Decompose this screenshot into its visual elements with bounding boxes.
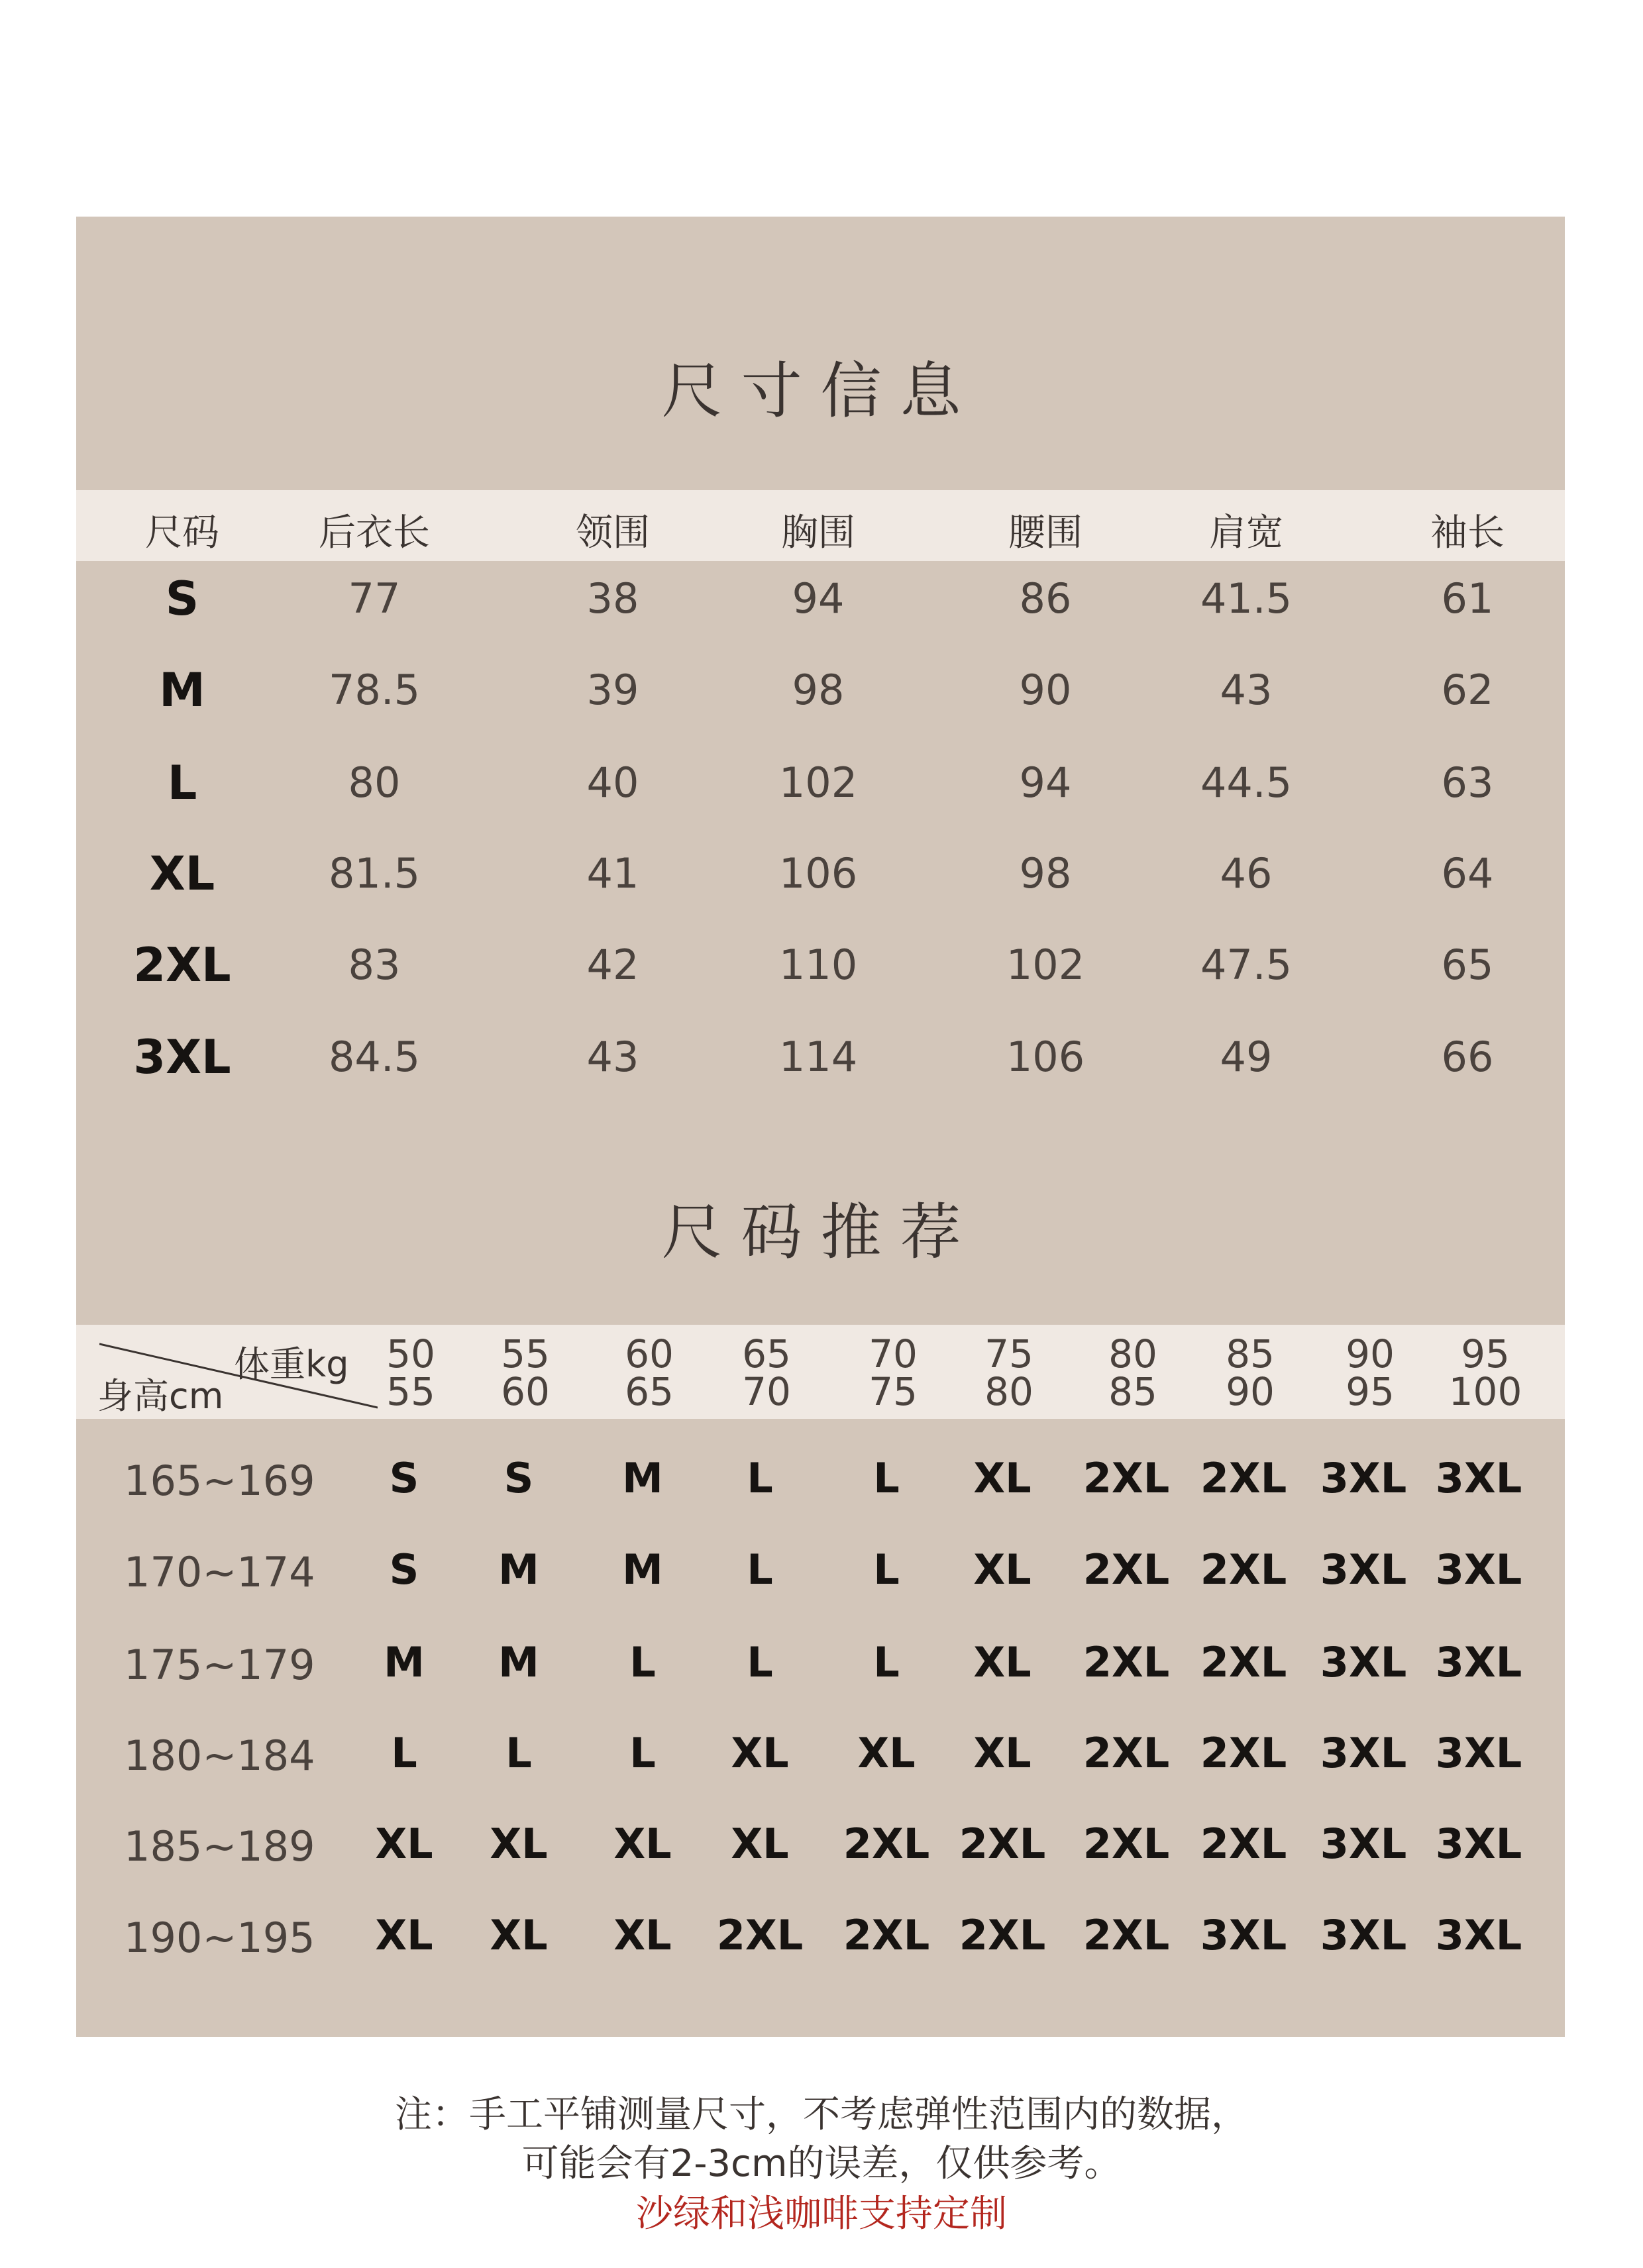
weight-range-bottom: 70 (742, 1369, 791, 1414)
measurement-cell: 49 (1220, 1033, 1273, 1081)
measurement-cell: 43 (586, 1033, 639, 1081)
recommended-size: 3XL (1435, 1820, 1522, 1868)
size-label: 3XL (133, 1030, 231, 1084)
recommended-size: 2XL (1200, 1545, 1287, 1594)
measurement-cell: 66 (1441, 1033, 1494, 1081)
custom-note: 沙绿和浅咖啡支持定制 (636, 2192, 1007, 2236)
recommended-size: XL (973, 1454, 1032, 1502)
weight-range-bottom: 90 (1226, 1369, 1275, 1414)
size-label: L (167, 756, 197, 810)
recommended-size: 3XL (1200, 1911, 1287, 1959)
weight-range-bottom: 100 (1448, 1369, 1522, 1414)
recommended-size: 2XL (716, 1911, 804, 1959)
measurement-cell: 41.5 (1200, 574, 1293, 623)
size-label: M (159, 663, 205, 717)
recommended-size: L (747, 1638, 773, 1686)
recommended-size: S (389, 1545, 419, 1594)
weight-range-bottom: 85 (1108, 1369, 1157, 1414)
weight-range-bottom: 80 (984, 1369, 1034, 1414)
recommended-size: 3XL (1320, 1911, 1407, 1959)
weight-range-top: 50 (386, 1331, 435, 1376)
header-sleeve: 袖长 (1430, 511, 1505, 554)
note-line-2: 可能会有2-3cm的误差，仅供参考。 (521, 2142, 1122, 2185)
recommended-size: XL (490, 1911, 548, 1959)
weight-range-bottom: 65 (625, 1369, 674, 1414)
measurement-cell: 44.5 (1200, 758, 1293, 807)
recommended-size: M (622, 1545, 663, 1594)
header-chest: 胸围 (781, 511, 855, 554)
weight-range-top: 85 (1226, 1331, 1275, 1376)
measurement-cell: 38 (586, 574, 639, 623)
size-chart-panel (76, 217, 1565, 2037)
measurement-cell: 61 (1441, 574, 1494, 623)
measurement-cell: 62 (1441, 666, 1494, 714)
measurement-cell: 77 (348, 574, 401, 623)
recommended-size: S (504, 1454, 534, 1502)
recommended-size: L (873, 1638, 900, 1686)
recommended-size: XL (613, 1911, 672, 1959)
header-shoulder: 肩宽 (1209, 511, 1283, 554)
weight-range-top: 55 (501, 1331, 550, 1376)
measurement-cell: 43 (1220, 666, 1273, 714)
header-waist: 腰围 (1008, 511, 1083, 554)
note-line-1: 注：手工平铺测量尺寸，不考虑弹性范围内的数据， (395, 2093, 1248, 2136)
height-range-label: 180~184 (124, 1731, 315, 1780)
recommended-size: XL (613, 1820, 672, 1868)
weight-range-bottom: 55 (386, 1369, 435, 1414)
measurement-cell: 65 (1441, 941, 1494, 989)
recommended-size: 2XL (959, 1911, 1046, 1959)
recommended-size: M (622, 1454, 663, 1502)
measurement-cell: 94 (792, 574, 845, 623)
recommended-size: XL (731, 1729, 789, 1777)
recommended-size: L (629, 1638, 656, 1686)
measurement-cell: 106 (778, 849, 858, 898)
size-label: XL (149, 847, 215, 901)
size-label: S (165, 572, 199, 626)
height-range-label: 175~179 (124, 1641, 315, 1689)
recommended-size: 2XL (959, 1820, 1046, 1868)
recommended-size: 2XL (1200, 1729, 1287, 1777)
measurement-cell: 83 (348, 941, 401, 989)
recommended-size: 2XL (843, 1820, 930, 1868)
recommended-size: 3XL (1435, 1729, 1522, 1777)
header-back-length: 后衣长 (319, 511, 430, 554)
weight-range-bottom: 60 (501, 1369, 550, 1414)
height-range-label: 170~174 (124, 1548, 315, 1596)
recommended-size: XL (731, 1820, 789, 1868)
size-info-title: 尺寸信息 (661, 356, 980, 427)
measurement-cell: 102 (778, 758, 858, 807)
recommended-size: S (389, 1454, 419, 1502)
size-label: 2XL (133, 938, 231, 992)
recommended-size: L (391, 1729, 417, 1777)
measurement-cell: 41 (586, 849, 639, 898)
weight-range-bottom: 95 (1346, 1369, 1395, 1414)
measurement-cell: 90 (1019, 666, 1072, 714)
corner-weight-label: 体重kg (234, 1343, 349, 1385)
recommended-size: 2XL (843, 1911, 930, 1959)
recommended-size: 2XL (1083, 1911, 1170, 1959)
measurement-cell: 80 (348, 758, 401, 807)
measurement-cell: 86 (1019, 574, 1072, 623)
measurement-cell: 102 (1006, 941, 1085, 989)
recommended-size: XL (973, 1729, 1032, 1777)
weight-range-top: 95 (1461, 1331, 1510, 1376)
recommended-size: 3XL (1435, 1545, 1522, 1594)
recommended-size: XL (857, 1729, 916, 1777)
measurement-cell: 98 (792, 666, 845, 714)
weight-range-top: 80 (1108, 1331, 1157, 1376)
measurement-cell: 46 (1220, 849, 1273, 898)
recommended-size: L (747, 1545, 773, 1594)
recommended-size: L (747, 1454, 773, 1502)
recommended-size: 2XL (1083, 1729, 1170, 1777)
height-range-label: 165~169 (124, 1457, 315, 1505)
recommended-size: 2XL (1200, 1820, 1287, 1868)
measurement-cell: 40 (586, 758, 639, 807)
recommended-size: 3XL (1435, 1454, 1522, 1502)
recommended-size: M (498, 1545, 539, 1594)
recommended-size: 3XL (1320, 1729, 1407, 1777)
weight-range-top: 90 (1346, 1331, 1395, 1376)
recommended-size: XL (375, 1911, 433, 1959)
measurement-cell: 84.5 (328, 1033, 421, 1081)
recommended-size: 3XL (1435, 1911, 1522, 1959)
recommended-size: L (505, 1729, 532, 1777)
size-recommend-title: 尺码推荐 (661, 1197, 980, 1268)
weight-range-top: 70 (869, 1331, 918, 1376)
recommended-size: XL (973, 1638, 1032, 1686)
recommended-size: 3XL (1320, 1545, 1407, 1594)
recommended-size: 3XL (1320, 1454, 1407, 1502)
measurement-cell: 42 (586, 941, 639, 989)
recommended-size: 2XL (1083, 1820, 1170, 1868)
measurement-cell: 110 (778, 941, 858, 989)
measurement-cell: 106 (1006, 1033, 1085, 1081)
recommended-size: XL (375, 1820, 433, 1868)
recommended-size: 3XL (1320, 1820, 1407, 1868)
recommended-size: 3XL (1435, 1638, 1522, 1686)
recommended-size: L (873, 1545, 900, 1594)
height-range-label: 190~195 (124, 1914, 315, 1962)
measurement-cell: 81.5 (328, 849, 421, 898)
measurement-cell: 39 (586, 666, 639, 714)
measurement-cell: 94 (1019, 758, 1072, 807)
header-collar: 领围 (576, 511, 650, 554)
recommended-size: 2XL (1083, 1638, 1170, 1686)
recommended-size: L (629, 1729, 656, 1777)
recommended-size: XL (490, 1820, 548, 1868)
recommended-size: L (873, 1454, 900, 1502)
recommended-size: 2XL (1200, 1638, 1287, 1686)
recommended-size: 2XL (1200, 1454, 1287, 1502)
weight-range-top: 65 (742, 1331, 791, 1376)
measurement-cell: 47.5 (1200, 941, 1293, 989)
header-size: 尺码 (145, 511, 219, 554)
recommended-size: M (498, 1638, 539, 1686)
weight-range-bottom: 75 (869, 1369, 918, 1414)
corner-height-label: 身高cm (97, 1375, 224, 1417)
height-range-label: 185~189 (124, 1822, 315, 1871)
recommended-size: 2XL (1083, 1545, 1170, 1594)
recommended-size: M (384, 1638, 425, 1686)
measurement-cell: 114 (778, 1033, 858, 1081)
measurement-cell: 64 (1441, 849, 1494, 898)
measurement-cell: 98 (1019, 849, 1072, 898)
recommended-size: XL (973, 1545, 1032, 1594)
weight-range-top: 75 (984, 1331, 1034, 1376)
measurement-cell: 78.5 (328, 666, 421, 714)
measurement-cell: 63 (1441, 758, 1494, 807)
recommended-size: 2XL (1083, 1454, 1170, 1502)
weight-range-top: 60 (625, 1331, 674, 1376)
recommended-size: 3XL (1320, 1638, 1407, 1686)
